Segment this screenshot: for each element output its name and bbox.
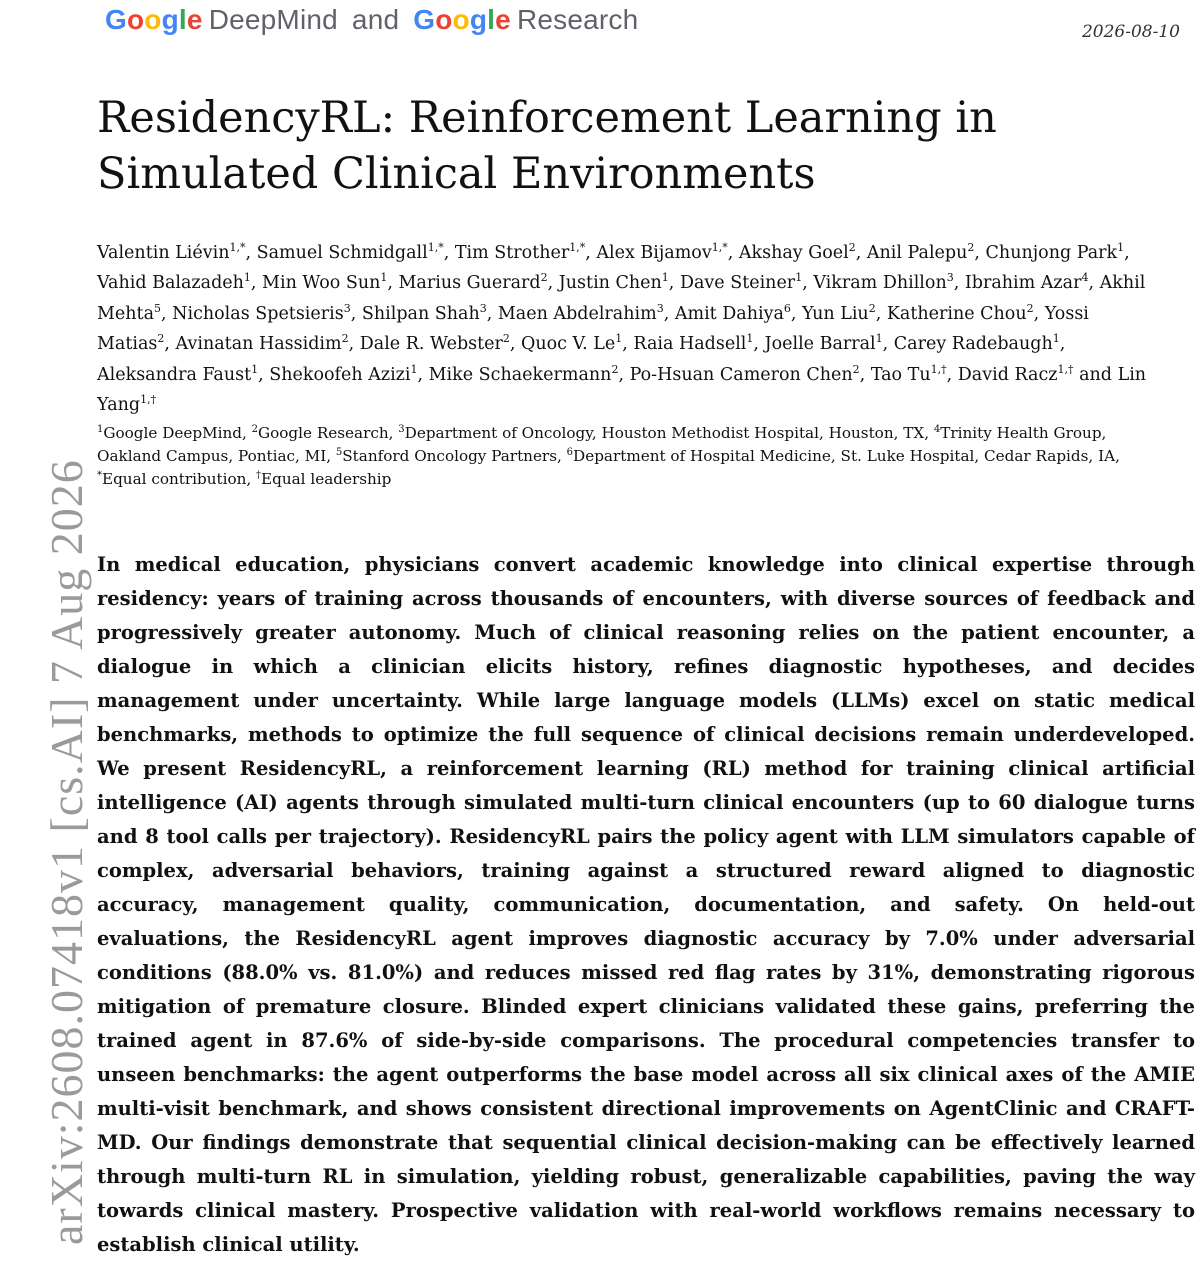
author-name: Mike Schaekermann	[428, 364, 612, 385]
author-name: Tim Strother	[454, 243, 570, 263]
author	[269, 362, 418, 385]
author-name: Lin Yang	[97, 364, 1147, 416]
author-affiliation-mark: 1	[795, 271, 803, 285]
author-name: Po-Hsuan Cameron Chen	[629, 364, 853, 385]
author-name: Dale R. Webster	[359, 334, 503, 355]
author	[257, 243, 444, 263]
author-name: Ibrahim Azar	[964, 273, 1082, 294]
author-affiliation-mark: 3	[946, 271, 954, 285]
logo-letter: e	[186, 4, 203, 35]
abstract: In medical education, physicians convert academic knowledge into clinical expertise through residency: years of training across thousands of encounters, with diverse sources of feedback and progressively greater autonomy. Much of clinical reasoning relies on the patient encounter, a dialogue in which a clinician elicits history, refines diagnostic hypotheses, and decides management under uncertainty. While large language models (LLMs) excel on static medical benchmarks, methods to optimize the full sequence of clinical decisions remain underdeveloped. We present ResidencyRL, a reinforcement learning (RL) method for training clinical artificial intelligence (AI) agents through simulated multi-turn clinical encounters (up to 60 dialogue turns and 8 tool calls per trajectory). ResidencyRL pairs the policy agent with LLM simulators capable of complex, adversarial behaviors, training against a structured reward aligned to diagnostic accuracy, management quality, communication, documentation, and safety. On held-out evaluations, the ResidencyRL agent improves diagnostic accuracy by 7.0% under adversarial conditions (88.0% vs. 81.0%) and reduces missed red flag rates by 31%, demonstrating rigorous mitigation of premature closure. Blinded expert clinicians validated these gains, preferring the trained agent in 87.6% of side-by-side comparisons. The procedural competencies transfer to unseen benchmarks: the agent outperforms the base model across all six clinical axes of the AMIE multi-visit benchmark, and shows consistent directional improvements on AgentClinic and CRAFT-MD. Our findings demonstrate that sequential clinical decision-making can be effectively learned through multi-turn RL in simulation, yielding robust, generalizable capabilities, paving the way towards clinical mastery. Prospective validation with real-world workflows remains necessary to establish clinical utility.	[97, 553, 1195, 1256]
author-list: Valentin Liévin$^{1,*}$, Samuel Schmidgall$^{1,*}$, Tim Strother$^{1,*}$, Alex Bijamov$^{1,*}$, Akshay Goel$^2$, Anil Palepu$^2$, Chunjong Park$^1$, Vahid Balazadeh$^1$, Min Woo Sun$^1$, Marius Guerard$^2$, Justin Chen$^1$, Dave Steiner$^1$, Vikram Dhillon$^3$, Ibrahim Azar$^4$, Akhil Mehta$^5$, Nicholas Spetsieris$^3$, Shilpan Shah$^3$, Maen Abdelrahim$^3$, Amit Dahiya$^6$, Yun Liu$^2$, Katherine Chou$^2$, Yossi Matias$^2$, Avinatan Hassidim$^2$, Dale R. Webster$^2$, Quoc V. Le$^1$, Raia Hadsell$^1$, Joelle Barral$^1$, Carey Radebaugh$^1$, Aleksandra Faust$^1$, Shekoofeh Azizi$^1$, Mike Schaekermann$^2$, Po-Hsuan Cameron Chen$^2$, Tao $Tu^{1,\dagger}$, David Racz$^{1,\dagger}$ and Lin Yang$^{1,\dagger}$	[97, 241, 1147, 416]
author	[886, 301, 1034, 324]
author	[633, 334, 753, 354]
affiliation-mark: 5	[335, 447, 343, 458]
header-logos	[105, 2, 638, 38]
author	[97, 273, 251, 293]
author	[497, 301, 664, 324]
author	[97, 362, 259, 385]
paper-title: ResidencyRL: Reinforcement Learning in Simulated Clinical Environments	[97, 93, 997, 199]
author-name: Shekoofeh Azizi	[269, 364, 411, 385]
author-affiliation-mark: 2	[868, 301, 876, 315]
research-label: Research	[516, 4, 639, 35]
author	[674, 301, 791, 324]
affiliation-mark: 1	[97, 424, 104, 435]
affiliation-mark: 6	[566, 447, 574, 458]
author-affiliation-mark: 2	[852, 362, 860, 376]
affiliations: $^1$Google DeepMind, $^2$Google Research, $^3$Department of Oncology, Houston Methodist Hospital, Houston, TX, $^4$Trinity Health Group, Oakland Campus, Pontiac, MI, $^5$Stanford Oncology Partners, $^6$Department of Hospital Medicine, St. Luke Hospital, Cedar Rapids, IA, *Equal contribution, †Equal leadership	[97, 424, 1120, 488]
affiliation	[398, 424, 924, 442]
logo-letter: e	[495, 4, 511, 35]
author	[262, 273, 387, 293]
author-affiliation-mark: 2	[848, 241, 856, 254]
author-affiliation-mark: 1	[661, 271, 669, 285]
author	[965, 273, 1089, 293]
author-affiliation-mark: 1	[875, 332, 883, 346]
author-affiliation-mark: 1,*	[229, 241, 246, 254]
logo-letter: G	[105, 4, 127, 35]
affiliation-text: Department of Hospital Medicine, St. Luke Hospital, Cedar Rapids, IA	[573, 447, 1116, 465]
logo-letter: o	[126, 4, 145, 35]
author-affiliation-mark: 2	[341, 332, 349, 346]
author-name: Chunjong Park	[985, 243, 1118, 263]
deepmind-label: DeepMind	[208, 4, 338, 35]
author-affiliation-mark: 4	[1081, 271, 1089, 285]
affiliation	[336, 447, 557, 465]
author	[361, 301, 487, 324]
author-name: Carey Radebaugh	[893, 334, 1053, 355]
author	[521, 334, 622, 354]
author	[559, 273, 669, 293]
author-affiliation-mark: 1,†	[930, 362, 947, 376]
affiliation-mark: 3	[398, 424, 405, 435]
affiliation-mark: *	[97, 470, 102, 481]
logo-letter: o	[452, 4, 470, 35]
author-affiliation-mark: 1,*	[427, 241, 444, 254]
author-name: Akshay Goel	[738, 243, 849, 263]
google-research-logo	[413, 4, 511, 36]
affiliation	[567, 447, 1115, 465]
author-name: Tao Tu	[870, 364, 931, 385]
author-name: Maen Abdelrahim	[497, 303, 657, 324]
author-name: David Racz	[957, 364, 1058, 385]
affiliation-text: Google Research	[258, 424, 389, 442]
logo-letter: l	[487, 4, 496, 35]
author-affiliation-mark: 3	[343, 301, 351, 315]
author	[813, 273, 953, 293]
logo-letter: o	[435, 4, 453, 35]
author	[867, 243, 975, 263]
author	[629, 362, 860, 385]
logo-letter: g	[161, 4, 179, 35]
author	[957, 362, 1074, 385]
author	[802, 301, 876, 324]
author-name: Vahid Balazadeh	[97, 273, 244, 294]
author-affiliation-mark: 1	[746, 332, 754, 346]
author-affiliation-mark: 1	[380, 271, 388, 285]
author-name: Yun Liu	[802, 303, 869, 324]
author-name: Valentin Liévin	[97, 243, 230, 263]
author-name: Raia Hadsell	[633, 334, 747, 355]
author-affiliation-mark: 6	[783, 301, 791, 315]
affiliation-text: Equal contribution	[102, 470, 247, 488]
author	[596, 243, 727, 263]
author-affiliation-mark: 3	[479, 301, 487, 315]
logo-and: and	[351, 4, 400, 35]
author-affiliation-mark: 1	[410, 362, 418, 376]
arxiv-stamp: arXiv:2608.07418v1 [cs.AI] 7 Aug 2026	[41, 459, 92, 1245]
author-name: Akhil Mehta	[97, 273, 1146, 324]
author-name: Aleksandra Faust	[97, 364, 252, 385]
affiliation-mark: †	[256, 470, 262, 481]
author-affiliation-mark: 2	[157, 332, 165, 346]
author	[455, 243, 585, 263]
author-affiliation-mark: 1	[1052, 332, 1060, 346]
affiliation-text: Department of Oncology, Houston Methodist Hospital, Houston, TX	[404, 424, 925, 442]
affiliation-mark: 2	[251, 424, 259, 435]
author-affiliation-mark: 1,†	[140, 393, 157, 407]
author	[765, 334, 883, 354]
affiliation-text: Google DeepMind	[103, 424, 242, 442]
author	[97, 243, 245, 263]
affiliation-text: Trinity Health Group, Oakland Campus, Pontiac, MI	[97, 424, 1107, 465]
author-name: Min Woo Sun	[262, 273, 381, 294]
author-affiliation-mark: 1	[251, 362, 259, 376]
author-affiliation-mark: 1,*	[569, 241, 586, 254]
author-name: Dave Steiner	[679, 273, 796, 294]
affiliation	[252, 424, 389, 442]
author-affiliation-mark: 2	[611, 362, 619, 376]
author-name: Nicholas Spetsieris	[172, 303, 344, 324]
author-name: Yossi Matias	[97, 303, 1089, 355]
logo-letter: G	[413, 4, 436, 35]
author-affiliation-mark: 2	[502, 332, 510, 346]
author-affiliation-mark: 2	[967, 241, 975, 254]
author-affiliation-mark: 1	[243, 271, 251, 285]
author	[399, 273, 548, 293]
author-affiliation-mark: 1,*	[711, 241, 728, 254]
author	[894, 334, 1060, 354]
logo-letter: l	[178, 4, 187, 35]
author-name: Avinatan Hassidim	[175, 334, 342, 355]
author	[680, 273, 802, 293]
author-affiliation-mark: 1	[1117, 241, 1125, 254]
author	[986, 243, 1125, 263]
author-affiliation-mark: 2	[540, 271, 548, 285]
affiliation	[97, 470, 246, 488]
author-join-word: and	[1079, 364, 1112, 385]
author	[870, 362, 947, 385]
author-name: Katherine Chou	[886, 303, 1027, 324]
author-name: Joelle Barral	[764, 334, 876, 355]
affiliation	[97, 424, 242, 442]
author-affiliation-mark: 1	[615, 332, 623, 346]
author-name: Anil Palepu	[866, 243, 968, 263]
author-name: Amit Dahiya	[674, 303, 784, 324]
author-name: Alex Bijamov	[596, 243, 712, 263]
author-name: Samuel Schmidgall	[256, 243, 428, 263]
author-affiliation-mark: 1,†	[1057, 362, 1074, 376]
author-affiliation-mark: 5	[154, 301, 162, 315]
affiliation-mark: 4	[933, 424, 941, 435]
affiliation-text: Equal leadership	[261, 470, 392, 488]
author-affiliation-mark: 2	[1026, 301, 1034, 315]
author-name: Shilpan Shah	[361, 303, 480, 324]
author	[739, 243, 856, 263]
google-deepmind-logo	[105, 4, 203, 36]
author-name: Marius Guerard	[398, 273, 541, 294]
logo-letter: g	[469, 4, 488, 35]
author-name: Vikram Dhillon	[813, 273, 947, 294]
author-name: Justin Chen	[558, 273, 662, 294]
logo-letter: o	[144, 4, 162, 35]
author-name: Quoc V. Le	[521, 334, 616, 355]
author-affiliation-mark: 3	[656, 301, 664, 315]
affiliation-text: Stanford Oncology Partners	[342, 447, 557, 465]
publication-date: 2026-08-10	[1081, 22, 1180, 42]
author	[360, 334, 510, 354]
author	[176, 334, 349, 354]
author	[172, 301, 351, 324]
affiliation	[256, 470, 391, 488]
author	[428, 362, 619, 385]
